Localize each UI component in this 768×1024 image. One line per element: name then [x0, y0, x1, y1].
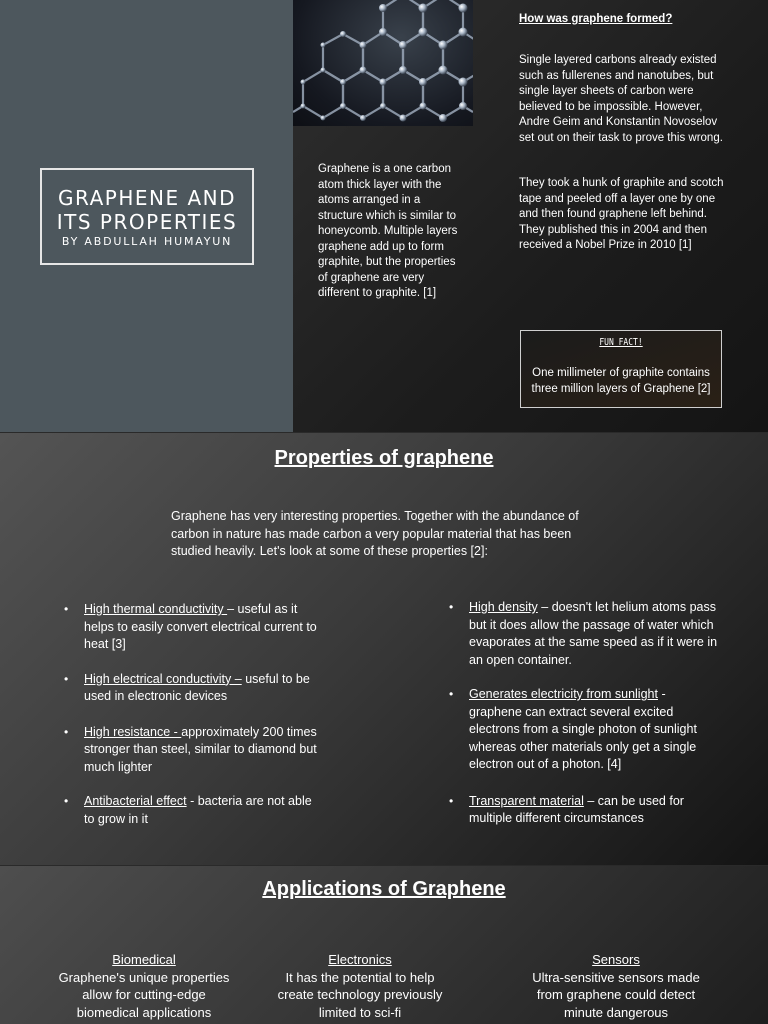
list-item	[64, 601, 324, 654]
graphene-definition: Graphene is a one carbon atom thick layer with the atoms arranged in a structure which is similar to honeycomb. Multiple layers graphene add up to form graphite, but the properties of graphene are very different to graphite. [1]	[318, 163, 458, 299]
fun-fact-box	[520, 330, 722, 408]
property-description: - bacteria are not able to grow in it	[84, 794, 312, 826]
bullet: •	[64, 602, 69, 616]
list-item	[64, 671, 324, 706]
property-description: useful to be used in electronic devices	[84, 671, 310, 703]
property-description: approximately 200 times stronger than steel, similar to diamond but much lighter	[84, 724, 317, 774]
property-description: - graphene can extract several excited electrons from a single photon of sunlight whereas other materials only get a single electron out of a photon. [4]	[469, 687, 697, 771]
fun-fact-title: FUN FACT!	[599, 337, 643, 348]
fun-fact-text: One millimeter of graphite contains three million layers of Graphene [2]	[531, 367, 711, 395]
bullet: •	[449, 793, 454, 808]
application-heading: Biomedical	[112, 952, 176, 967]
bullet: •	[64, 794, 69, 808]
slide-title	[0, 0, 768, 432]
properties-list-left	[64, 601, 324, 845]
list-item	[449, 793, 719, 828]
author-byline: BY ABDULLAH HUMAYUN	[61, 235, 233, 248]
properties-intro: Graphene has very interesting properties. Together with the abundance of carbon in nature has made carbon a very popular material that has been studied heavily. Let's look at some of these properties [2]:	[171, 509, 579, 558]
properties-title: Properties of graphene	[274, 447, 494, 469]
bullet: •	[64, 671, 69, 686]
property-term: High thermal conductivity	[84, 602, 228, 616]
list-item	[64, 724, 324, 777]
property-description: – doesn't let helium atoms pass but it does allow the passage of water which evaporates at the same speed as if it were in an open container.	[469, 600, 718, 667]
property-term: Transparent material	[469, 793, 584, 808]
formation-paragraph-2: They took a hunk of graphite and scotch tape and peeled off a layer one by one and then found graphene left behind. They published this in 2004 and then received a Nobel Prize in 2010 [1]	[519, 177, 724, 251]
list-item	[449, 686, 719, 774]
applications-title: Applications of Graphene	[262, 878, 506, 900]
hexagon-lattice-icon	[293, 0, 473, 126]
property-description: – useful as it helps to easily convert electrical current to heat [3]	[84, 602, 317, 651]
bullet: •	[449, 600, 454, 614]
list-item	[64, 793, 324, 828]
application-biomedical	[56, 951, 232, 1021]
list-item	[449, 599, 719, 669]
main-title-line1: GRAPHENE AND	[58, 186, 236, 210]
graphene-lattice-image	[293, 0, 473, 126]
application-text: Graphene's unique properties allow for cutting-edge biomedical applications	[58, 969, 230, 1020]
slide-applications	[0, 866, 768, 1024]
main-title-line2: ITS PROPERTIES	[56, 210, 238, 234]
bullet: •	[449, 687, 454, 701]
property-term: High electrical conductivity –	[84, 671, 242, 686]
properties-list-right	[449, 599, 719, 845]
property-term: High resistance -	[84, 724, 182, 739]
property-description: – can be used for multiple different circumstances	[469, 793, 684, 825]
application-electronics	[272, 951, 448, 1021]
formation-heading: How was graphene formed?	[519, 13, 673, 25]
application-text: Ultra-sensitive sensors made from graphene could detect minute dangerous	[532, 969, 700, 1020]
property-term: Antibacterial effect	[84, 794, 187, 808]
property-term: High density	[469, 600, 538, 614]
application-sensors	[526, 951, 706, 1021]
application-heading: Sensors	[592, 952, 640, 967]
application-heading: Electronics	[328, 952, 392, 967]
formation-paragraph-1: Single layered carbons already existed such as fullerenes and nanotubes, but single layer sheets of carbon were believed to be impossible. However, Andre Geim and Konstantin Novoselov set out on their task to prove this wrong.	[519, 54, 723, 144]
bullet: •	[64, 724, 69, 739]
property-term: Generates electricity from sunlight	[469, 687, 658, 701]
application-text: It has the potential to help create technology previously limited to sci-fi	[277, 969, 443, 1020]
title-box	[40, 168, 254, 265]
slide-properties	[0, 433, 768, 865]
